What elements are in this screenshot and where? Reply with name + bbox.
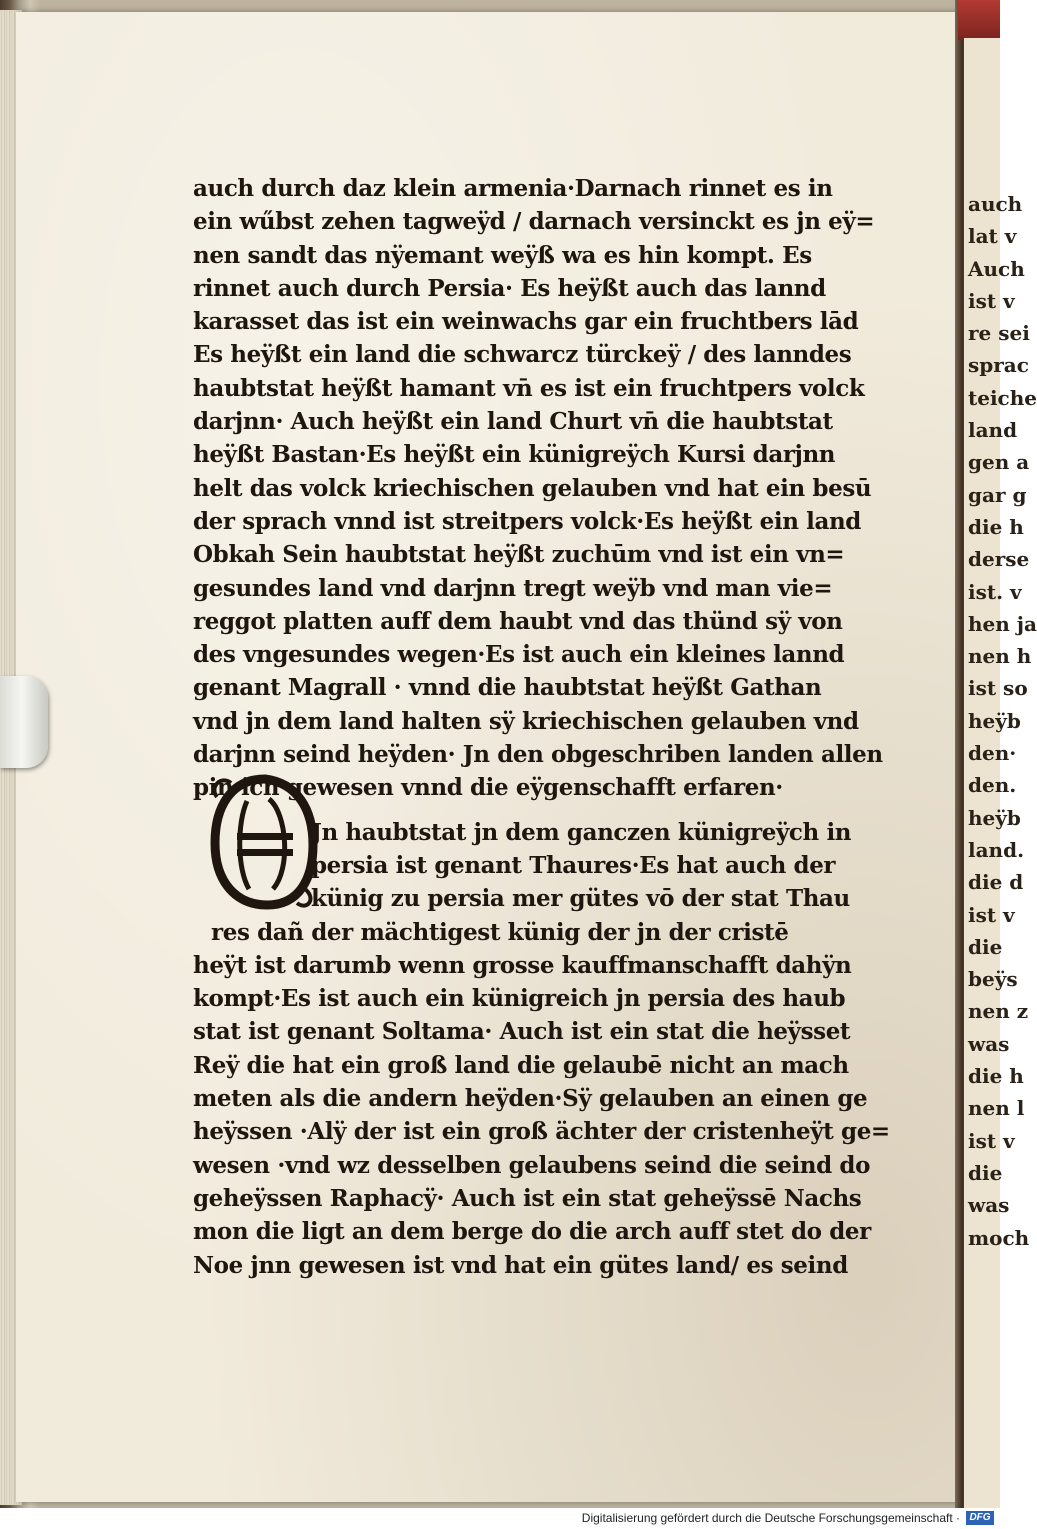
text-line: heÿt ist darumb wenn grosse kauffmanschafft dahÿn [193,951,852,979]
text-line: Jn haubtstat jn dem ganczen künigreÿch in [311,818,852,846]
right-page-line: was [968,1031,1010,1056]
right-page-line: sprac [968,353,1029,378]
text-line: pin ich gewesen vnnd die eÿgenschafft erfaren· [193,774,783,802]
text-line: wesen ·vnd wz desselben gelaubens seind die seind do [193,1151,871,1179]
text-line: geheÿssen Raphacÿ· Auch ist ein stat geheÿssē Nachs [193,1184,862,1212]
text-line: des vngesundes wegen·Es ist auch ein kleines lannd [193,641,845,669]
text-line: darjnn· Auch heÿßt ein land Churt vn̄ die haubtstat [193,408,833,436]
text-line: künig zu persia mer gütes vō der stat Thau [311,885,850,913]
text-line: haubtstat heÿßt hamant vn̄ es ist ein fruchtpers volck [193,374,865,402]
right-page-line: die [968,934,1003,959]
right-page-line: gar g [968,482,1027,507]
main-text [193,172,890,1282]
right-page-line: nen h [968,644,1032,669]
right-page-line: was [968,1193,1010,1218]
text-line: Reÿ die hat ein groß land die gelaubē nicht an mach [193,1051,849,1079]
right-page-line: beÿs [968,967,1018,992]
right-page-line: ist so [968,676,1028,701]
text-line: reggot platten auff dem haubt vnd das thünd sÿ von [193,607,843,635]
right-page-line: den. [968,773,1017,798]
right-page-line: land [968,418,1018,443]
text-line: karasset das ist ein weinwachs gar ein fruchtbers lād [193,308,859,336]
right-page-line: nen l [968,1096,1025,1121]
text-line: ein wűbst zehen tagweÿd / darnach versinckt es jn eÿ= [193,208,875,236]
footer-credit: Digitalisierung gefördert durch die Deutsche Forschungsgemeinschaft · [581,1511,960,1525]
page-clip [0,676,48,768]
right-page-line: den· [968,741,1017,766]
right-page-line: Auch [968,256,1025,281]
text-line: heÿssen ·Alÿ der ist ein groß ächter der cristenheÿt ge= [193,1118,890,1146]
text-line: meten als die andern heÿden·Sÿ gelauben an einen ge [193,1085,868,1113]
right-page-line: re sei [968,321,1030,346]
text-line: stat ist genant Soltama· Auch ist ein stat die heÿsset [193,1018,851,1046]
decorated-initial-icon [207,773,319,911]
right-page-line: die d [968,870,1024,895]
right-page-line: teiche [968,385,1037,410]
right-page-text [968,188,1037,1254]
right-page-line: ist v [968,902,1015,927]
text-line: der sprach vnnd ist streitpers volck·Es heÿßt ein land [193,507,861,535]
text-line: vnd jn dem land halten sÿ kriechischen gelauben vnd [193,707,859,735]
right-page-line: die [968,1160,1003,1185]
right-page-line: die h [968,1064,1024,1089]
right-page [964,38,1037,1508]
right-page-line: heÿb [968,805,1021,830]
text-line: mon die ligt an dem berge do die arch auff stet do der [193,1218,871,1246]
text-line: rinnet auch durch Persia· Es heÿßt auch das lannd [193,274,826,302]
right-page-line: auch [968,192,1023,216]
right-page-line: nen z [968,999,1029,1024]
text-line: auch durch daz klein armenia·Darnach rinnet es in [193,175,833,202]
footer-bar [0,1508,1000,1529]
text-line: res dañ der mächtigest künig der jn der cristē [211,918,789,946]
text-line: nen sandt das nÿemant weÿß wa es hin kompt. Es [193,241,812,269]
right-page-line: derse [968,547,1030,572]
right-page-line: hen ja [968,611,1037,636]
right-page-line: ist v [968,1128,1015,1153]
right-page-line: gen a [968,450,1030,475]
right-page-line: heÿb [968,708,1021,733]
right-page-line: ist v [968,288,1015,313]
right-page-line: land. [968,837,1025,862]
text-line: Obkah Sein haubtstat heÿßt zuchūm vnd ist ein vn= [193,541,845,569]
red-ribbon [958,0,1000,40]
text-line: Es heÿßt ein land die schwarcz türckeÿ / des lanndes [193,341,852,369]
text-line: heÿßt Bastan·Es heÿßt ein künigreÿch Kursi darjnn [193,441,836,469]
right-page-line: lat v [968,224,1017,249]
text-line: helt das volck kriechischen gelauben vnd hat ein besū [193,474,872,502]
paragraph-1 [193,172,883,805]
text-line: kompt·Es ist auch ein künigreich jn persia des haub [193,985,846,1013]
dfg-logo: DFG [966,1511,994,1525]
right-page-line: die h [968,514,1024,539]
text-line: genant Magrall · vnnd die haubtstat heÿßt Gathan [193,674,822,702]
text-line: darjnn seind heÿden· Jn den obgeschriben landen allen [193,741,883,769]
text-line: Noe jnn gewesen ist vnd hat ein gütes land/ es seind [193,1251,848,1279]
right-page-line: moch [968,1225,1030,1250]
right-page-line: ist. v [968,579,1022,604]
text-line: persia ist genant Thaures·Es hat auch der [311,851,836,879]
text-line: gesundes land vnd darjnn tregt weÿb vnd man vie= [193,574,833,602]
